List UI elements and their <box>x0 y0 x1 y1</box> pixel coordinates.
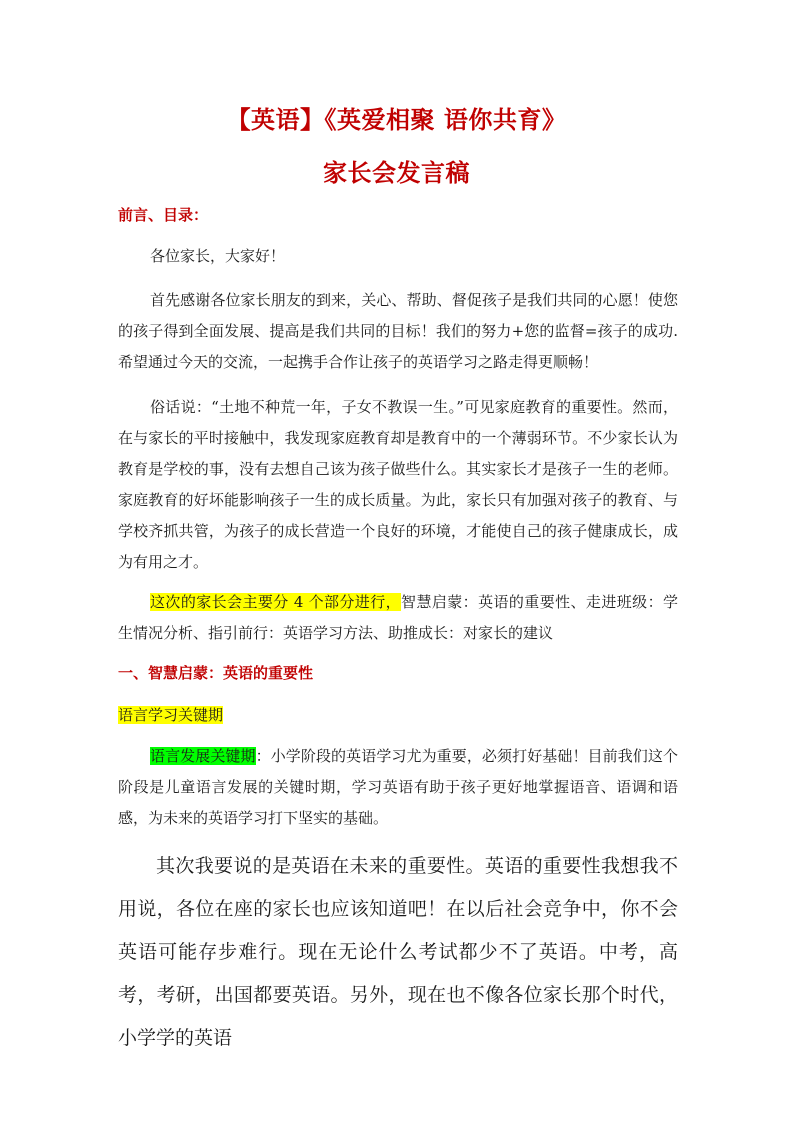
proverb-paragraph: 俗话说：“土地不种荒一年，子女不教误一生。”可见家庭教育的重要性。然而，在与家长的平时接触中，我发现家庭教育却是教育中的一个薄弱环节。不少家长认为教育是学校的事，没有去想自己该为孩子做些什么。其实家长才是孩子一生的老师。家庭教育的好坏能影响孩子一生的成长质量。为此，家长只有加强对孩子的教育、与学校齐抓共管，为孩子的成长营造一个良好的环境，才能使自己的孩子健康成长，成为有用之才。 <box>118 398 678 571</box>
importance-paragraph: 其次我要说的是英语在未来的重要性。英语的重要性我想我不用说，各位在座的家长也应该知道吧！在以后社会竞争中，你不会英语可能存步难行。现在无论什么考试都少不了英语。中考，高考，考研，出国都要英语。另外，现在也不像各位家长那个时代，小学学的英语 <box>118 855 678 1049</box>
document-title: 【英语】《英爱相聚 语你共育》 <box>226 106 567 134</box>
agenda-paragraph <box>118 587 678 649</box>
section-heading-preface: 前言、目录： <box>118 206 209 224</box>
language-development-highlight: 语言发展关键期 <box>150 747 256 765</box>
document-subtitle: 家长会发言稿 <box>323 159 470 187</box>
agenda-highlight: 这次的家长会主要分 4 个部分进行， <box>150 593 402 611</box>
greeting-paragraph: 各位家长，大家好！ <box>150 247 286 265</box>
language-development-paragraph <box>118 741 678 834</box>
key-period-paragraph <box>118 700 678 731</box>
intro-paragraph: 首先感谢各位家长朋友的到来，关心、帮助、督促孩子是我们共同的心愿！使您的孩子得到全面发展、提高是我们共同的目标！我们的努力+您的监督=孩子的成功. 希望通过今天的交流，一起携手合作让孩子的英语学习之路走得更顺畅！ <box>118 291 678 371</box>
agenda-text: 智慧启蒙：英语的重要性、走进班级：学生情况分析、指引前行：英语学习方法、助推成长：对家长的建议 <box>118 593 678 642</box>
language-development-text: ：小学阶段的英语学习尤为重要，必须打好基础！目前我们这个阶段是儿童语言发展的关键时期，学习英语有助于孩子更好地掌握语音、语调和语感，为未来的英语学习打下坚实的基础。 <box>118 747 678 827</box>
section-heading-one: 一、智慧启蒙：英语的重要性 <box>118 664 314 682</box>
key-period-label: 语言学习关键期 <box>118 706 224 724</box>
